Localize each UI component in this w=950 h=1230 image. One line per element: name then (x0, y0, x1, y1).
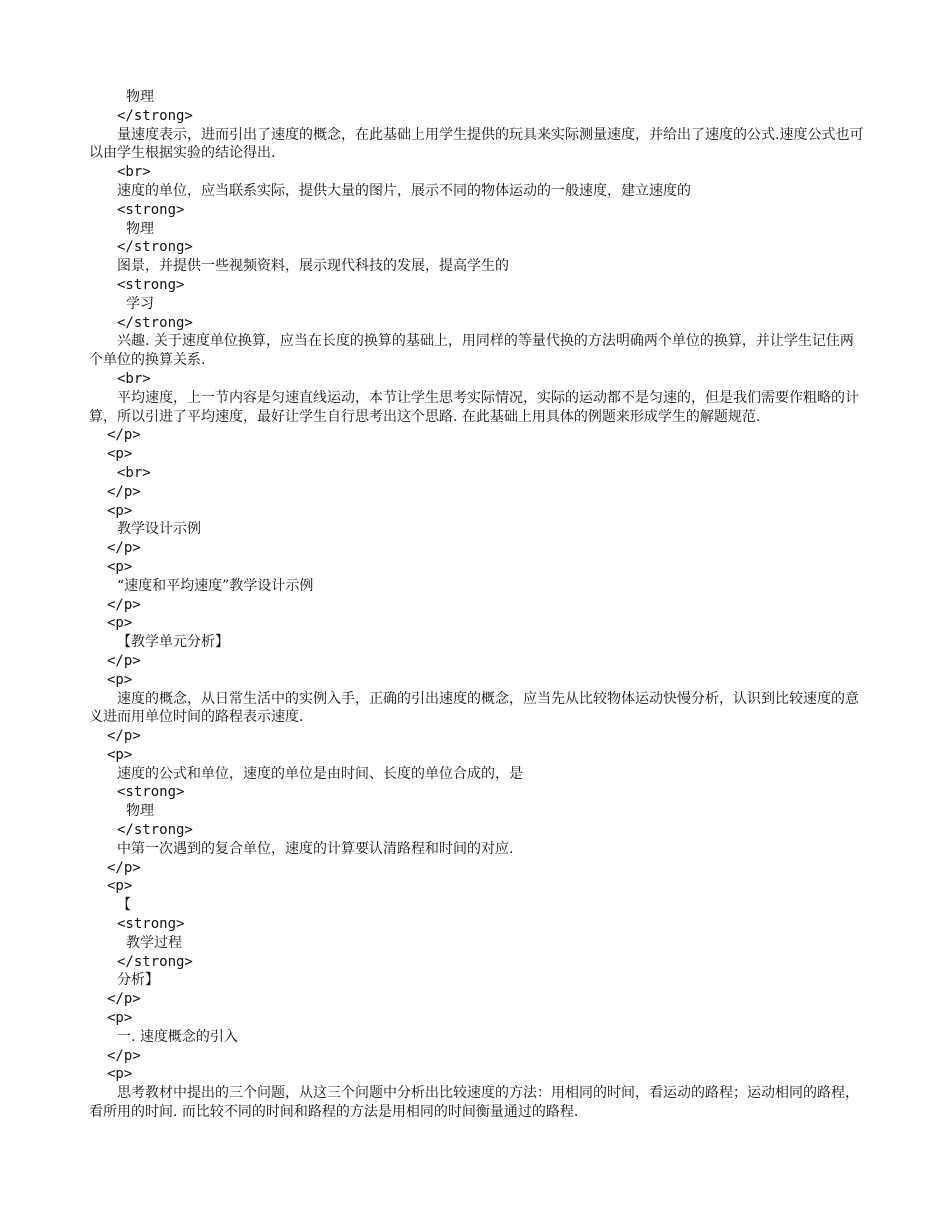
html-tag-line: <p> (107, 1066, 133, 1083)
html-tag-line: </p> (107, 728, 141, 745)
text-line: 图景，并提供一些视频资料，展示现代科技的发展，提高学生的 (117, 258, 509, 275)
html-tag-line: </p> (107, 859, 141, 876)
paragraph-text: 平均速度，上一节内容是匀速直线运动，本节让学生思考实际情况，实际的运动都不是匀速的，但是我们需要作粗略的计算，所以引进了平均速度，最好让学生自行思考出这个思路. 在此基础上用具体的例题来形成学生的解题规范. (89, 389, 859, 425)
text-line: 一. 速度概念的引入 (117, 1028, 238, 1045)
html-tag-line: </p> (107, 652, 141, 669)
paragraph-text: 兴趣. 关于速度单位换算，应当在长度的换算的基础上，用同样的等量代换的方法明确两个单位的换算，并让学生记住两个单位的换算关系. (89, 333, 854, 369)
paragraph-text: 速度的概念，从日常生活中的实例入手，正确的引出速度的概念，应当先从比较物体运动快慢分析，认识到比较速度的意义进而用单位时间的路程表示速度. (89, 690, 859, 726)
text-line: 【 (117, 897, 131, 914)
html-tag-line: </p> (107, 596, 141, 613)
text-line: 速度的公式和单位，速度的单位是由时间、长度的单位合成的，是 (117, 765, 523, 782)
html-tag-line: <p> (107, 446, 133, 463)
paragraph-text: 思考教材中提出的三个问题，从这三个问题中分析出比较速度的方法：用相同的时间，看运动的路程；运动相同的路程，看所用的时间. 而比较不同的时间和路程的方法是用相同的时间衡量通过的路程. (89, 1085, 859, 1121)
text-line: 【教学单元分析】 (117, 634, 229, 651)
text-line: 速度的单位，应当联系实际，提供大量的图片，展示不同的物体运动的一般速度，建立速度的 (117, 182, 691, 199)
html-tag-line: </p> (107, 427, 141, 444)
html-tag-line: </p> (107, 483, 141, 500)
html-tag-line: <p> (107, 615, 133, 632)
html-tag-line: </strong> (117, 239, 193, 256)
text-line: 教学过程 (126, 934, 182, 951)
html-tag-line: <p> (107, 558, 133, 575)
html-tag-line: <strong> (117, 916, 185, 933)
html-tag-line: <br> (117, 370, 151, 387)
text-line: “速度和平均速度”教学设计示例 (117, 577, 314, 594)
text-line: 物理 (126, 803, 154, 820)
text-line: 分析】 (117, 972, 159, 989)
text-line: 学习 (126, 295, 154, 312)
html-tag-line: <br> (117, 164, 151, 181)
html-tag-line: <p> (107, 746, 133, 763)
html-tag-line: </p> (107, 540, 141, 557)
html-tag-line: </strong> (117, 953, 193, 970)
html-tag-line: </p> (107, 1047, 141, 1064)
text-line: 物理 (126, 220, 154, 237)
html-tag-line: <p> (107, 878, 133, 895)
text-line: 教学设计示例 (117, 521, 201, 538)
html-tag-line: </strong> (117, 314, 193, 331)
text-line: 物理 (126, 89, 154, 105)
html-tag-line: </strong> (117, 822, 193, 839)
document-body (89, 88, 864, 1122)
html-tag-line: <strong> (117, 784, 185, 801)
html-tag-line: <p> (107, 671, 133, 688)
html-tag-line: <p> (107, 1010, 133, 1027)
html-tag-line: <strong> (117, 276, 185, 293)
html-tag-line: </strong> (117, 107, 193, 124)
text-line: 中第一次遇到的复合单位，速度的计算要认清路程和时间的对应. (117, 840, 514, 857)
html-tag-line: <br> (117, 464, 151, 481)
paragraph-text: 量速度表示，进而引出了速度的概念，在此基础上用学生提供的玩具来实际测量速度，并给出了速度的公式.速度公式也可以由学生根据实验的结论得出. (89, 126, 864, 162)
html-tag-line: <p> (107, 502, 133, 519)
html-tag-line: <strong> (117, 201, 185, 218)
html-tag-line: </p> (107, 991, 141, 1008)
